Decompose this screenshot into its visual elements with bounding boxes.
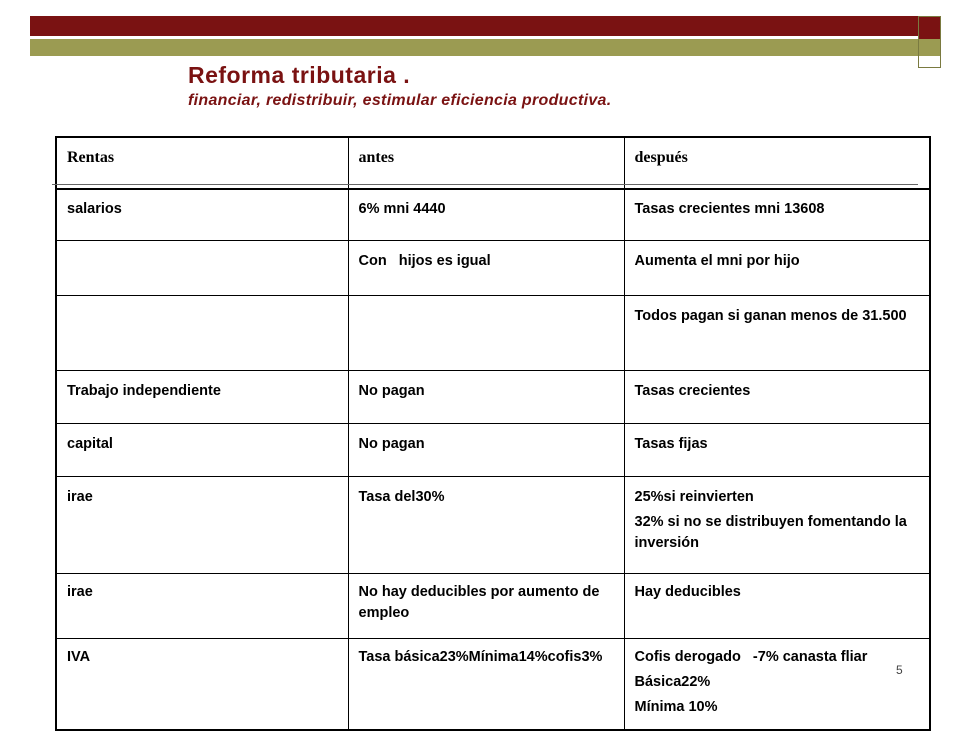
header-bar-dark (30, 16, 918, 36)
cell-antes: Tasa básica23%Mínima14%cofis3% (348, 639, 624, 731)
cell-line: Hay deducibles (634, 584, 741, 600)
cell-line: Aumenta el mni por hijo (634, 253, 800, 269)
header-bar-olive (30, 39, 918, 56)
table-row (56, 424, 930, 477)
cell-despues (624, 371, 930, 424)
cell-antes: 6% mni 4440 (348, 189, 624, 241)
reform-table (55, 136, 931, 731)
table-header-row (56, 137, 930, 189)
cell-despues (624, 241, 930, 296)
table-row (56, 296, 930, 371)
cell-rentas (56, 241, 348, 296)
cell-rentas: irae (56, 477, 348, 574)
slide-title: Reforma tributaria . (188, 62, 411, 88)
table-row (56, 639, 930, 731)
cell-despues (624, 477, 930, 574)
header-despues: después (624, 137, 930, 189)
cell-line: Básica22% (634, 674, 711, 691)
cell-line: Mínima 10% (634, 699, 718, 716)
cell-despues (624, 296, 930, 371)
cell-line: Tasas crecientes (634, 383, 751, 399)
cell-line: Cofis derogado -7% canasta fliar (634, 649, 868, 665)
cell-despues (624, 189, 930, 241)
cell-despues (624, 574, 930, 639)
cell-line: Todos pagan si ganan menos de 31.500 (634, 308, 907, 324)
cell-line: 32% si no se distribuyen fomentando la inversión (634, 514, 907, 552)
cell-rentas (56, 296, 348, 371)
table-row (56, 241, 930, 296)
header-rentas: Rentas (56, 137, 348, 189)
slide-subtitle: financiar, redistribuir, estimular eficiencia productiva. (188, 92, 612, 109)
cell-antes: Tasa del30% (348, 477, 624, 574)
cell-despues (624, 424, 930, 477)
table-row (56, 189, 930, 241)
cell-antes: No pagan (348, 371, 624, 424)
cell-line: Tasas fijas (634, 436, 708, 452)
table-row (56, 371, 930, 424)
table-row (56, 574, 930, 639)
cell-rentas: irae (56, 574, 348, 639)
header-separator-line (52, 184, 918, 185)
cell-antes: No pagan (348, 424, 624, 477)
table-row (56, 477, 930, 574)
cell-line: Tasas crecientes mni 13608 (634, 201, 825, 217)
cell-antes (348, 296, 624, 371)
cell-rentas: IVA (56, 639, 348, 731)
header-antes: antes (348, 137, 624, 189)
cell-rentas: Trabajo independiente (56, 371, 348, 424)
cell-line: 25%si reinvierten (634, 489, 754, 505)
cell-antes: No hay deducibles por aumento de empleo (348, 574, 624, 639)
cell-despues (624, 639, 930, 731)
cell-rentas: salarios (56, 189, 348, 241)
page-number: 5 (896, 663, 903, 677)
cell-rentas: capital (56, 424, 348, 477)
corner-square-outline (918, 16, 941, 68)
cell-antes: Con hijos es igual (348, 241, 624, 296)
